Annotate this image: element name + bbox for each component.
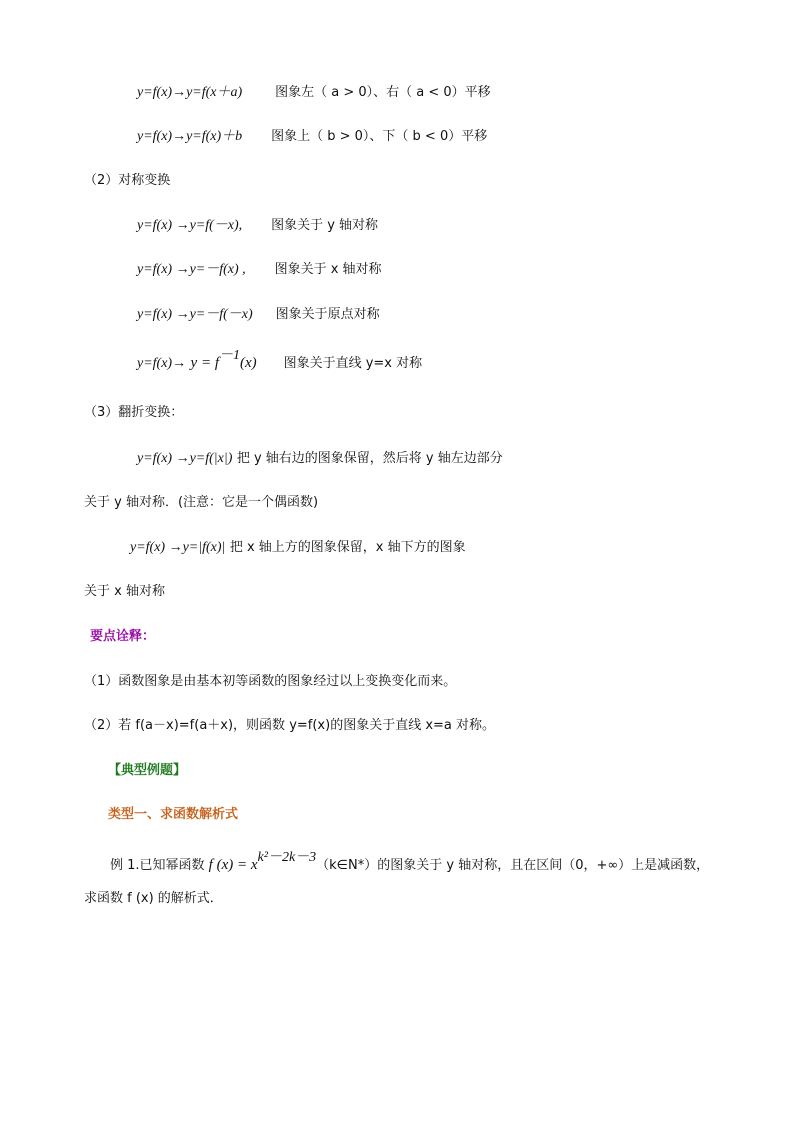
section-heading-flip: （3）翻折变换： <box>84 405 184 420</box>
section-heading-symmetry: （2）对称变换 <box>84 173 171 188</box>
description: 图象上（ b > 0）、下（ b < 0）平移 <box>271 129 488 144</box>
formula: y=f(x) →y=f(－x), <box>137 218 243 233</box>
rule-line-symmetry <box>137 348 423 374</box>
examples-heading: 【典型例题】 <box>108 763 187 778</box>
description: 图象关于直线 y=x 对称 <box>283 356 423 371</box>
description: 图象关于 y 轴对称 <box>271 218 379 233</box>
rule-vertical-shift <box>137 126 487 147</box>
formula: y=f(x) →y=|f(x)| <box>130 540 226 555</box>
example-1-line-2: 求函数 f (x) 的解析式． <box>84 891 223 906</box>
description: 把 x 轴上方的图象保留，x 轴下方的图象 <box>229 540 466 555</box>
power-function: f (x) = x <box>208 857 258 873</box>
inverse-arg: (x) <box>240 355 257 371</box>
description: 图象关于原点对称 <box>275 307 380 322</box>
flip-continuation: 关于 y 轴对称．(注意：它是一个偶函数) <box>84 495 319 510</box>
formula: y=f(x) →y=－f(x) , <box>137 262 246 277</box>
formula: y=f(x)→ <box>137 356 187 371</box>
inverse-exponent: －1 <box>219 348 240 364</box>
rule-x-axis-symmetry <box>137 259 382 280</box>
formula: y=f(x) →y=f(|x|) <box>137 451 233 466</box>
rule-horizontal-shift <box>137 82 491 103</box>
power-exponent: k²－2k－3 <box>257 850 317 866</box>
formula: y=f(x)→y=f(x＋a) <box>137 85 243 100</box>
rule-origin-symmetry <box>137 304 380 325</box>
type-heading: 类型一、求函数解析式 <box>108 807 239 822</box>
rule-flip-abs-x <box>137 448 503 469</box>
example-label: 例 1.已知幂函数 <box>110 858 209 873</box>
key-point-1: （1）函数图象是由基本初等函数的图象经过以上变换变化而来。 <box>84 674 457 689</box>
example-1-line-1 <box>110 850 710 876</box>
formula: y=f(x)→y=f(x)＋b <box>137 129 243 144</box>
key-point-2: （2）若 f(a－x)=f(a＋x)，则函数 y=f(x)的图象关于直线 x=a 对称。 <box>84 718 496 733</box>
description: 把 y 轴右边的图象保留，然后将 y 轴左边部分 <box>236 451 503 466</box>
key-points-heading: 要点诠释： <box>90 629 156 644</box>
inverse-formula: y = f <box>190 355 219 371</box>
flip-continuation-2: 关于 x 轴对称 <box>84 584 165 599</box>
formula: y=f(x) →y=－f(－x) <box>137 307 253 322</box>
rule-y-axis-symmetry <box>137 215 378 236</box>
rule-flip-abs-fx <box>130 537 466 558</box>
description: 图象左（ a > 0）、右（ a < 0）平移 <box>275 85 491 100</box>
description: 图象关于 x 轴对称 <box>274 262 382 277</box>
example-condition: （k∈N*）的图象关于 y 轴对称，且在区间（0，+∞）上是减函数， <box>316 858 710 873</box>
